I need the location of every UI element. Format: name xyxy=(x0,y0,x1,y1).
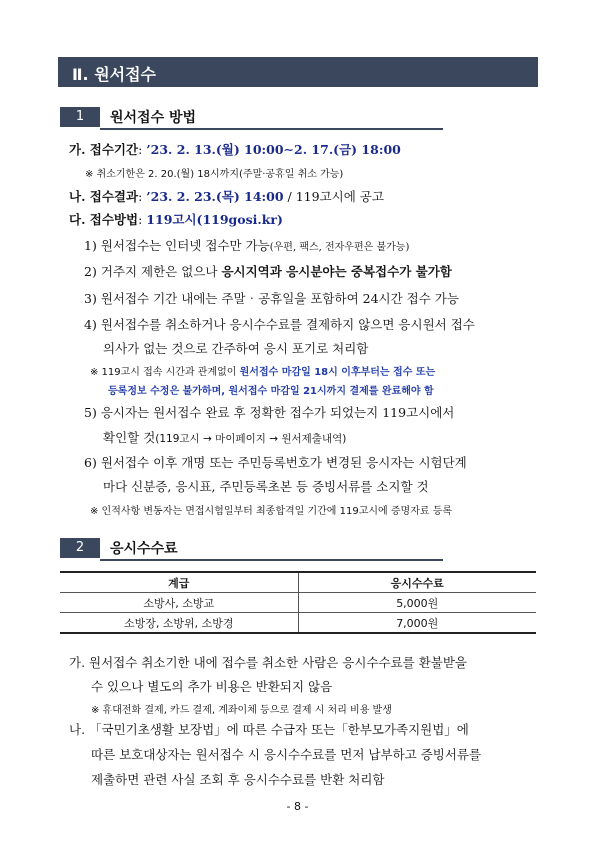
chapter-title: Ⅱ. 원서접수 xyxy=(72,65,157,84)
item-6-number: 6) xyxy=(84,455,97,470)
item-6 xyxy=(84,453,467,471)
section-2-title: 응시수수료 xyxy=(110,541,178,557)
refund-line-2: 수 있으나 별도의 추가 비용은 반환되지 않음 xyxy=(91,679,333,694)
period-value: ’23. 2. 13.(월) 10:00∼2. 17.(금) 18:00 xyxy=(146,142,401,157)
period-colon: : xyxy=(138,142,143,157)
item-1-number: 1) xyxy=(84,238,97,253)
item-3-number: 3) xyxy=(84,291,97,306)
item-4 xyxy=(84,315,475,333)
section-2-underline xyxy=(100,559,443,561)
table-header-rank: 계급 xyxy=(60,572,298,593)
table-header-fee: 응시수수료 xyxy=(298,572,536,593)
item-2-bold: 응시지역과 응시분야는 중복접수가 불가함 xyxy=(221,264,452,279)
item-6-note: ※ 인적사항 변동자는 면접시험일부터 최종합격일 기간에 119고시에 증명자료 등록 xyxy=(90,506,453,517)
item-6-line2: 마다 신분증, 응시표, 주민등록초본 등 증빙서류를 소지할 것 xyxy=(103,479,429,494)
item-5-path: (119고시 → 마이페이지 → 원서제출내역) xyxy=(155,433,347,445)
refund-line-1: 가. 원서접수 취소기한 내에 접수를 취소한 사람은 응시수수료를 환불받을 xyxy=(69,655,468,670)
table-cell-fee: 7,000원 xyxy=(298,613,536,634)
table-header-row xyxy=(60,572,536,593)
method-colon: : xyxy=(138,212,143,227)
exemption-line-3: 제출하면 관련 사실 조회 후 응시수수료를 반환 처리함 xyxy=(91,772,385,787)
result-label: 나. 접수결과 xyxy=(69,189,139,204)
exemption-line-2: 따른 보호대상자는 원서접수 시 응시수수료를 먼저 납부하고 증빙서류를 xyxy=(91,747,482,762)
method-label: 다. 접수방법 xyxy=(69,212,139,227)
item-5-line2 xyxy=(103,428,346,446)
item-1-text: 원서접수는 인터넷 접수만 가능 xyxy=(100,238,270,253)
page-number: - 8 - xyxy=(286,800,309,813)
chapter-header xyxy=(58,57,538,87)
item-5-line1: 응시자는 원서접수 완료 후 정확한 접수가 되었는지 119고시에서 xyxy=(100,405,455,420)
result-colon: : xyxy=(138,189,143,204)
item-1 xyxy=(84,236,409,254)
table-cell-rank: 소방장, 소방위, 소방경 xyxy=(60,613,298,634)
item-4-note-emphasis-2: 등록정보 수정은 불가하며, 원서접수 마감일 21시까지 결제를 완료해야 함 xyxy=(108,386,434,397)
exemption-line-1: 나. 「국민기초생활 보장법」에 따른 수급자 또는「한부모가족지원법」에 xyxy=(69,722,469,737)
item-3-text: 원서접수 기간 내에는 주말‧공휴일을 포함하여 24시간 접수 가능 xyxy=(100,291,459,306)
period-label: 가. 접수기간 xyxy=(69,142,139,157)
fee-table xyxy=(60,571,536,634)
section-2-number: 2 xyxy=(60,538,100,558)
item-4-number: 4) xyxy=(84,317,97,332)
refund-note: ※ 휴대전화 결제, 카드 결제, 계좌이체 등으로 결제 시 처리 비용 발생 xyxy=(91,705,392,716)
item-5-number: 5) xyxy=(84,405,97,420)
method-line xyxy=(69,210,283,228)
table-cell-rank: 소방사, 소방교 xyxy=(60,593,298,613)
table-row xyxy=(60,613,536,634)
section-1-underline xyxy=(100,128,443,130)
result-line xyxy=(69,187,384,205)
section-1-title: 원서접수 방법 xyxy=(110,110,197,126)
result-rest: / 119고시에 공고 xyxy=(287,189,384,204)
cancel-deadline-note: ※ 취소기한은 2. 20.(월) 18시까지(주말‧공휴일 취소 가능) xyxy=(85,169,344,180)
table-cell-fee: 5,000원 xyxy=(298,593,536,613)
section-1-number: 1 xyxy=(60,107,100,127)
item-4-note xyxy=(90,363,435,378)
item-4-line1: 원서접수를 취소하거나 응시수수료를 결제하지 않으면 응시원서 접수 xyxy=(100,317,475,332)
method-value: 119고시(119gosi.kr) xyxy=(146,212,283,227)
item-6-line1: 원서접수 이후 개명 또는 주민등록번호가 변경된 응시자는 시험단계 xyxy=(100,455,467,470)
item-1-small: (우편, 팩스, 전자우편은 불가능) xyxy=(269,242,410,253)
item-4-note-pre: ※ 119고시 접속 시간과 관계없이 xyxy=(90,367,237,378)
item-2-text: 거주지 제한은 없으나 xyxy=(100,264,218,279)
period-line xyxy=(69,140,401,158)
item-4-note-emphasis-1: 원서접수 마감일 18시 이후부터는 접수 또는 xyxy=(239,367,436,378)
item-5-line2-text: 확인할 것 xyxy=(103,430,156,445)
table-row xyxy=(60,593,536,613)
item-2 xyxy=(84,262,452,280)
item-2-number: 2) xyxy=(84,264,97,279)
item-4-line2: 의사가 없는 것으로 간주하여 응시 포기로 처리함 xyxy=(103,341,369,356)
result-value: ’23. 2. 23.(목) 14:00 xyxy=(146,189,284,204)
item-3 xyxy=(84,289,459,307)
item-5 xyxy=(84,403,454,421)
